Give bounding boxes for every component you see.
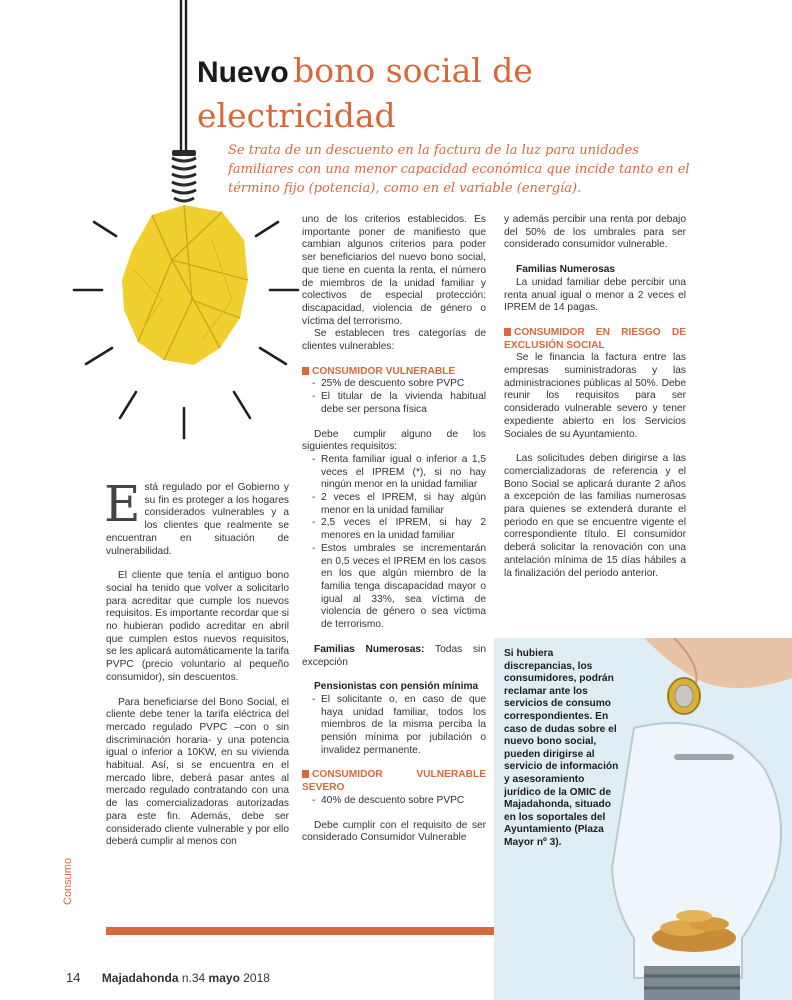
col2-paragraph-1: uno de los criterios establecidos. Es importante poner de manifiesto que cambian algunos criterios para poder ser beneficiarios del nuevo bono social, que tiene en cuenta la renta, el número de miembros de la unidad familiar y colectivos de especial protección: discapacidad, violencia de género o víctima del terrorismo. xyxy=(302,214,486,327)
col1-paragraph-1: stá regulado por el Gobierno y su fin es proteger a los hogares considerados vulnerables y a los clientes que realmente se encuentran en situación de vulnerabilidad. xyxy=(106,482,289,557)
col3-paragraph-3: Las solicitudes deben dirigirse a las comercializadoras de referencia y el Bono Social se aplicará durante 2 años a excepción de las familias numerosas para quienes se extenderá durante el periodo en que se encuentre vigente el correspondiente título. El consumidor deberá solicitar la renovación con una antelación mínima de 15 días hábiles a la finalización del periodo anterior. xyxy=(504,453,686,579)
section-heading-vulnerable: CONSUMIDOR VULNERABLE xyxy=(302,366,486,379)
list-item: - Renta familiar igual o inferior a 1,5 veces el IPREM (*), si no hay ningún menor en la unidad familiar xyxy=(312,454,486,492)
section-heading-severo: CONSUMIDOR VULNERABLE SEVERO xyxy=(302,769,486,794)
list-item: - El titular de la vivienda habitual debe ser persona física xyxy=(312,391,486,416)
footer-rule xyxy=(106,927,494,935)
familias-numerosas-line: Familias Numerosas: Todas sin excepción xyxy=(302,643,486,668)
col3-paragraph-2: Se le financia la factura entre las empresas suministradoras y las administraciones públicas al 50%. Debe reunir los requisitos para ser considerado vulnerable severo y tener expediente abierto en los Servicios Sociales de su Ayuntamiento. xyxy=(504,352,686,440)
square-bullet-icon xyxy=(302,367,309,375)
list-severo xyxy=(302,795,486,808)
list-item: - 40% de descuento sobre PVPC xyxy=(312,795,486,808)
crumpled-bulb-illustration xyxy=(72,0,302,470)
title-word-1: Nuevo xyxy=(197,56,289,89)
issue-year: 2018 xyxy=(243,971,270,985)
col3-familias-text: La unidad familiar debe percibir una renta anual igual o menor a 2 veces el IPREM de 14 pagas. xyxy=(504,276,686,314)
column-3 xyxy=(504,214,686,580)
column-1 xyxy=(104,475,289,849)
drop-cap: E xyxy=(104,475,141,533)
col1-paragraph-3: Para beneficiarse del Bono Social, el cliente debe tener la tarifa eléctrica del mercado regulado PVPC –con o sin discriminación horaria- y una potencia igual o inferior a 10KW, en su vivienda habitual. Así, si se encuentra en el mercado libre, deberá pasar antes al mercado regulado contratando con una de las comercializadoras autorizadas para este fin. Además, debe ser considerado cliente vulnerable y por ello deberá cumplir al menos con xyxy=(106,696,289,848)
crumpled-paper-icon xyxy=(122,205,248,365)
square-bullet-icon xyxy=(302,770,309,778)
bulb-base-icon xyxy=(644,966,740,1000)
list-item: - 2,5 veces el IPREM, si hay 2 menores en la unidad familiar xyxy=(312,517,486,542)
page-footer xyxy=(66,970,270,985)
list-item: - El solicitante o, en caso de que haya unidad familiar, todos los miembros de la misma perciba la pensión mínima por jubilación o invalidez permanente. xyxy=(312,694,486,758)
info-box-text: Si hubiera discrepancias, los consumidores, podrán reclamar ante los servicios de consumo correspondientes. En caso de dudas sobre el nuevo bono social, pueden dirigirse al servicio de información y asesoramiento jurídico de la OMIC de Majadahonda, situado en los soportales del Ayuntamiento (Plaza Mayor nº 3). xyxy=(504,648,619,848)
page-number: 14 xyxy=(66,970,81,985)
list-item: - 2 veces el IPREM, si hay algún menor en la unidad familiar xyxy=(312,492,486,517)
coin-slot-icon xyxy=(674,754,734,760)
section-heading-exclusion: CONSUMIDOR EN RIESGO DE EXCLUSIÓN SOCIAL xyxy=(504,326,686,351)
title-word-3: electricidad xyxy=(197,96,396,135)
list-vulnerable xyxy=(302,378,486,416)
col2-paragraph-4: Debe cumplir con el requisito de ser considerado Consumidor Vulnerable xyxy=(302,819,486,844)
bulb-socket-icon xyxy=(172,150,196,201)
col2-paragraph-2: Se establecen tres categorías de clientes vulnerables: xyxy=(302,328,486,353)
col2-paragraph-3: Debe cumplir alguno de los siguientes requisitos: xyxy=(302,428,486,453)
magazine-name: Majadahonda xyxy=(101,971,179,985)
list-requirements xyxy=(302,454,486,632)
subtitle: Se trata de un descuento en la factura de la luz para unidades familiares con una menor capacidad económica que incide tanto en el término fijo (potencia), como en el variable (energía). xyxy=(228,143,690,196)
square-bullet-icon xyxy=(504,328,511,336)
issue-month: mayo xyxy=(208,971,240,985)
title-word-2: bono social de xyxy=(293,51,533,90)
pensionistas-heading: Pensionistas con pensión mínima xyxy=(314,681,479,693)
section-label: Consumo xyxy=(62,857,74,905)
list-item: - Estos umbrales se incrementarán en 0,5 veces el IPREM en los casos en los que algún miembro de la familia tenga discapacidad mayor o igual al 33%, sea víctima de violencia de género o sea víctima de terrorismo. xyxy=(312,543,486,632)
col1-paragraph-2: El cliente que tenía el antiguo bono social ha tenido que volver a solicitarlo para acreditar que cumple los nuevos requisitos. Es importante recordar que si no hubieran podido acreditar en abril que cumplen estos nuevos requisitos, se les aplicará automáticamente la tarifa PVPC (precio voluntario al pequeño consumidor), sin descuentos. xyxy=(106,570,289,683)
familias-numerosas-heading: Familias Numerosas xyxy=(516,264,616,276)
cable xyxy=(181,0,186,150)
list-pensionistas xyxy=(302,694,486,758)
col3-paragraph-1: y además percibir una renta por debajo del 50% de los umbrales para ser considerado consumidor vulnerable. xyxy=(504,214,686,251)
column-2 xyxy=(302,214,486,845)
issue-number: n.34 xyxy=(181,971,206,985)
list-item: - 25% de descuento sobre PVPC xyxy=(312,378,486,391)
